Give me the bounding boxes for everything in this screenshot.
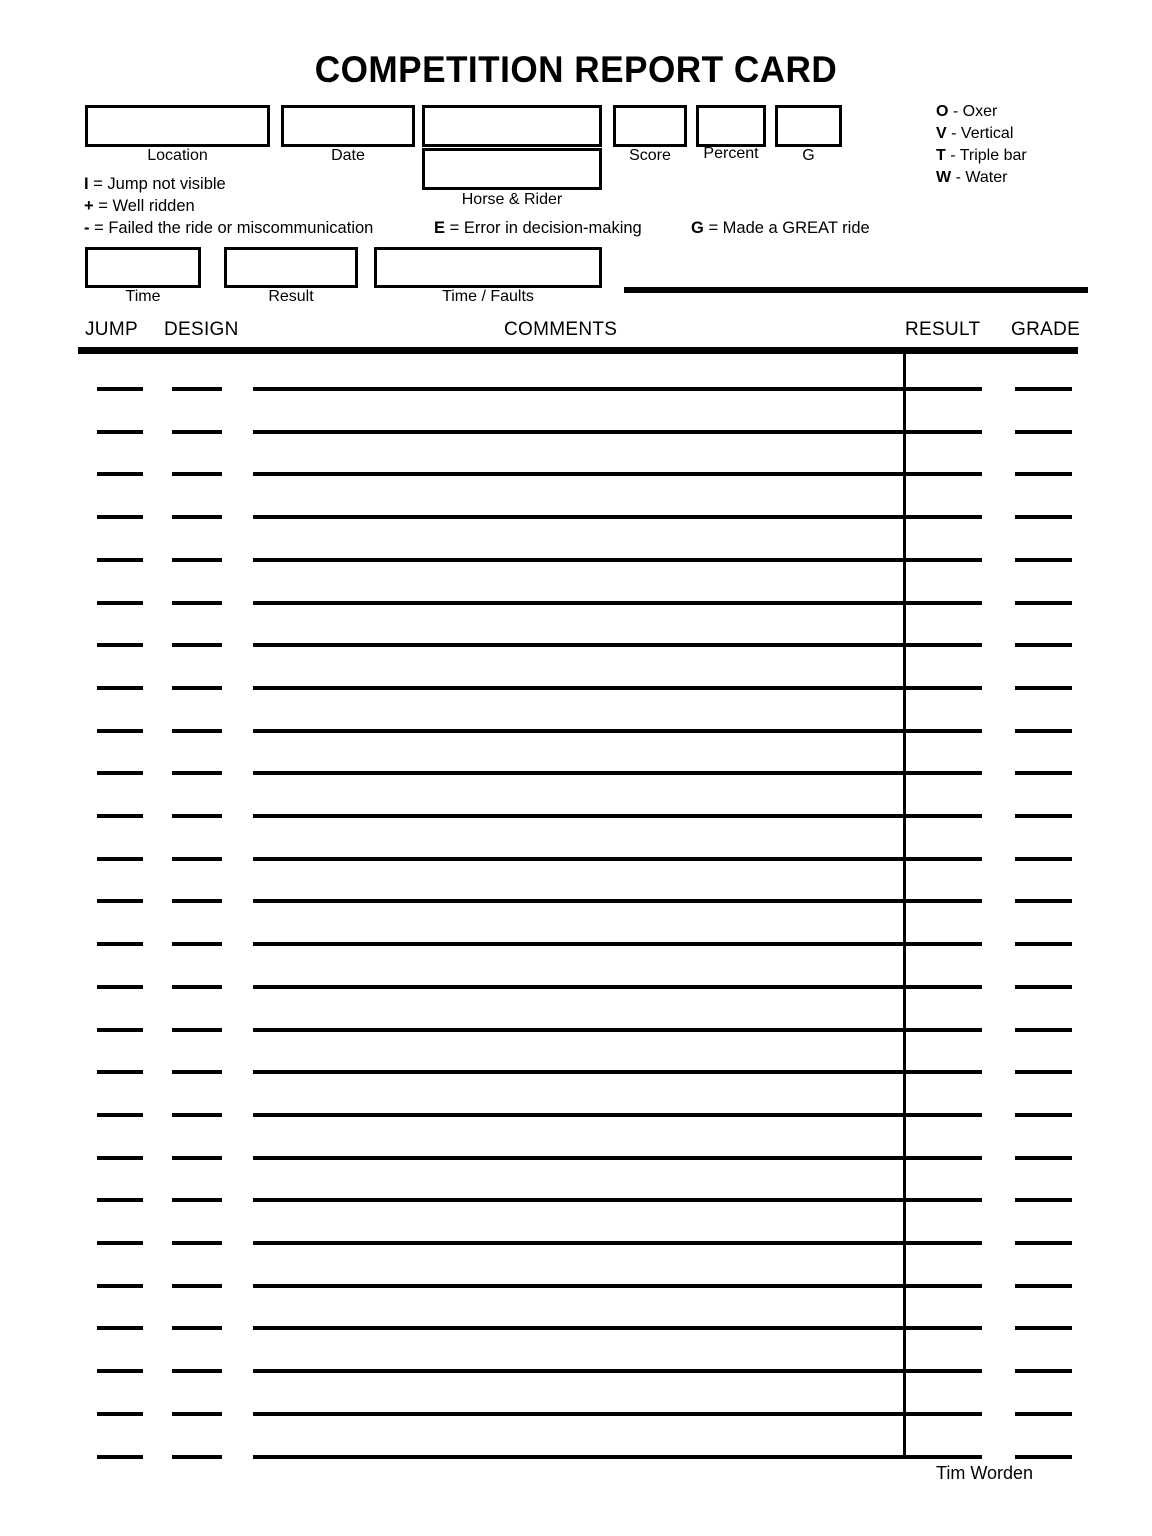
row-grade-line: [1015, 857, 1072, 861]
row-jump-line: [97, 558, 143, 562]
row-design-line: [172, 1369, 222, 1373]
row-design-line: [172, 814, 222, 818]
row-grade-line: [1015, 558, 1072, 562]
table-row[interactable]: [0, 729, 1152, 772]
row-design-line: [172, 1113, 222, 1117]
row-jump-line: [97, 899, 143, 903]
table-row[interactable]: [0, 1113, 1152, 1156]
row-grade-line: [1015, 387, 1072, 391]
row-grade-line: [1015, 1369, 1072, 1373]
table-row[interactable]: [0, 1241, 1152, 1284]
row-design-line: [172, 387, 222, 391]
horse-rider-label: Horse & Rider: [461, 191, 563, 208]
score-label: Score: [629, 147, 671, 164]
legend-symbol-plus: +: [84, 197, 94, 215]
jump-type-key-triple-bar: [936, 145, 1027, 167]
row-comments-line: [253, 1156, 982, 1160]
table-row[interactable]: [0, 1326, 1152, 1369]
result-field[interactable]: [224, 247, 358, 288]
jump-type-text-o: - Oxer: [952, 103, 998, 120]
legend-text-g: = Made a GREAT ride: [708, 219, 870, 237]
column-header-design: DESIGN: [164, 319, 239, 340]
row-grade-line: [1015, 1412, 1072, 1416]
table-row[interactable]: [0, 771, 1152, 814]
horse-rider-field-line1[interactable]: [422, 105, 602, 147]
jump-type-text-w: - Water: [955, 169, 1008, 186]
legend-symbol-minus: -: [84, 219, 90, 237]
column-header-grade: GRADE: [1011, 319, 1081, 340]
row-grade-line: [1015, 1028, 1072, 1032]
table-row[interactable]: [0, 1028, 1152, 1071]
row-grade-line: [1015, 1113, 1072, 1117]
row-jump-line: [97, 686, 143, 690]
table-row[interactable]: [0, 1369, 1152, 1412]
row-design-line: [172, 857, 222, 861]
legend-text-i: = Jump not visible: [93, 175, 226, 193]
row-jump-line: [97, 387, 143, 391]
row-jump-line: [97, 601, 143, 605]
row-comments-line: [253, 899, 982, 903]
row-grade-line: [1015, 1241, 1072, 1245]
row-design-line: [172, 558, 222, 562]
row-grade-line: [1015, 1284, 1072, 1288]
row-comments-line: [253, 1412, 982, 1416]
row-jump-line: [97, 942, 143, 946]
legend-symbol-g: G: [691, 219, 704, 237]
row-comments-line: [253, 1070, 982, 1074]
row-grade-line: [1015, 472, 1072, 476]
row-jump-line: [97, 472, 143, 476]
row-grade-line: [1015, 430, 1072, 434]
row-jump-line: [97, 771, 143, 775]
row-design-line: [172, 1198, 222, 1202]
score-field[interactable]: [613, 105, 687, 147]
row-design-line: [172, 472, 222, 476]
row-jump-line: [97, 1028, 143, 1032]
table-header-rule: [78, 347, 1078, 354]
jump-type-key-oxer: [936, 101, 997, 123]
column-header-jump: JUMP: [85, 319, 138, 340]
jump-type-key-vertical: [936, 123, 1013, 145]
row-jump-line: [97, 1326, 143, 1330]
row-jump-line: [97, 814, 143, 818]
table-row[interactable]: [0, 942, 1152, 985]
row-grade-line: [1015, 771, 1072, 775]
row-grade-line: [1015, 1455, 1072, 1459]
row-grade-line: [1015, 814, 1072, 818]
row-grade-line: [1015, 643, 1072, 647]
table-row[interactable]: [0, 899, 1152, 942]
row-comments-line: [253, 558, 982, 562]
table-row[interactable]: [0, 1156, 1152, 1199]
row-design-line: [172, 1241, 222, 1245]
table-row[interactable]: [0, 558, 1152, 601]
row-jump-line: [97, 1156, 143, 1160]
row-design-line: [172, 1326, 222, 1330]
row-jump-line: [97, 729, 143, 733]
jump-type-symbol-w: W: [936, 169, 952, 186]
time-faults-field[interactable]: [374, 247, 602, 288]
row-comments-line: [253, 814, 982, 818]
row-comments-line: [253, 985, 982, 989]
time-field[interactable]: [85, 247, 201, 288]
row-design-line: [172, 985, 222, 989]
row-jump-line: [97, 643, 143, 647]
date-label: Date: [331, 147, 365, 164]
legend-symbol-i: I: [84, 175, 89, 193]
row-grade-line: [1015, 1156, 1072, 1160]
jump-type-text-t: - Triple bar: [950, 147, 1027, 164]
row-grade-line: [1015, 515, 1072, 519]
row-design-line: [172, 515, 222, 519]
row-design-line: [172, 1455, 222, 1459]
jump-type-symbol-t: T: [936, 147, 946, 164]
result-label: Result: [268, 288, 314, 305]
table-row[interactable]: [0, 430, 1152, 473]
row-comments-line: [253, 729, 982, 733]
row-jump-line: [97, 1455, 143, 1459]
location-label: Location: [147, 147, 208, 164]
row-comments-line: [253, 1241, 982, 1245]
table-row[interactable]: [0, 1284, 1152, 1327]
header-divider-rule: [624, 287, 1088, 293]
row-design-line: [172, 1028, 222, 1032]
table-row[interactable]: [0, 1412, 1152, 1455]
row-grade-line: [1015, 899, 1072, 903]
table-row[interactable]: [0, 643, 1152, 686]
row-jump-line: [97, 1284, 143, 1288]
row-comments-line: [253, 1284, 982, 1288]
row-grade-line: [1015, 686, 1072, 690]
row-comments-line: [253, 1455, 982, 1459]
row-grade-line: [1015, 985, 1072, 989]
row-jump-line: [97, 1412, 143, 1416]
column-header-result: RESULT: [905, 319, 981, 340]
jump-type-key-water: [936, 167, 1007, 189]
percent-label: Percent: [703, 145, 759, 162]
row-comments-line: [253, 1326, 982, 1330]
percent-field[interactable]: [696, 105, 766, 147]
table-row[interactable]: [0, 686, 1152, 729]
row-jump-line: [97, 1198, 143, 1202]
legend-text-minus: = Failed the ride or miscommunication: [94, 219, 374, 237]
row-comments-line: [253, 472, 982, 476]
table-row[interactable]: [0, 472, 1152, 515]
horse-rider-field-line2[interactable]: [422, 148, 602, 190]
time-faults-label: Time / Faults: [442, 288, 534, 305]
row-grade-line: [1015, 942, 1072, 946]
row-jump-line: [97, 1369, 143, 1373]
row-design-line: [172, 942, 222, 946]
row-comments-line: [253, 1113, 982, 1117]
row-jump-line: [97, 985, 143, 989]
table-row[interactable]: [0, 985, 1152, 1028]
legend-jump-not-visible: [84, 173, 226, 195]
table-row[interactable]: [0, 387, 1152, 430]
legend-error-decision: [434, 217, 642, 239]
table-row[interactable]: [0, 857, 1152, 900]
row-comments-line: [253, 771, 982, 775]
row-grade-line: [1015, 1070, 1072, 1074]
row-jump-line: [97, 1070, 143, 1074]
row-comments-line: [253, 601, 982, 605]
row-comments-line: [253, 430, 982, 434]
row-design-line: [172, 1070, 222, 1074]
jump-type-symbol-o: O: [936, 103, 949, 120]
row-comments-line: [253, 515, 982, 519]
row-comments-line: [253, 1198, 982, 1202]
table-row[interactable]: [0, 1198, 1152, 1241]
row-design-line: [172, 430, 222, 434]
table-row[interactable]: [0, 1070, 1152, 1113]
table-row[interactable]: [0, 814, 1152, 857]
row-grade-line: [1015, 1198, 1072, 1202]
row-grade-line: [1015, 1326, 1072, 1330]
legend-text-plus: = Well ridden: [98, 197, 195, 215]
column-header-comments: COMMENTS: [504, 319, 618, 340]
row-grade-line: [1015, 729, 1072, 733]
row-comments-line: [253, 857, 982, 861]
legend-great-ride: [691, 217, 870, 239]
time-label: Time: [125, 288, 161, 305]
row-jump-line: [97, 857, 143, 861]
g-field[interactable]: [775, 105, 842, 147]
table-row[interactable]: [0, 601, 1152, 644]
row-comments-line: [253, 1369, 982, 1373]
row-jump-line: [97, 515, 143, 519]
row-design-line: [172, 1156, 222, 1160]
row-jump-line: [97, 430, 143, 434]
row-design-line: [172, 643, 222, 647]
row-design-line: [172, 1284, 222, 1288]
legend-failed-ride: [84, 217, 373, 239]
row-design-line: [172, 1412, 222, 1416]
legend-well-ridden: [84, 195, 195, 217]
row-design-line: [172, 771, 222, 775]
row-comments-line: [253, 942, 982, 946]
row-comments-line: [253, 387, 982, 391]
row-grade-line: [1015, 601, 1072, 605]
row-comments-line: [253, 1028, 982, 1032]
row-jump-line: [97, 1241, 143, 1245]
g-label: G: [802, 147, 815, 164]
row-design-line: [172, 601, 222, 605]
date-field[interactable]: [281, 105, 415, 147]
row-design-line: [172, 899, 222, 903]
legend-symbol-e: E: [434, 219, 446, 237]
page-title: COMPETITION REPORT CARD: [314, 49, 838, 90]
row-jump-line: [97, 1113, 143, 1117]
jump-type-text-v: - Vertical: [951, 125, 1014, 142]
row-design-line: [172, 686, 222, 690]
row-comments-line: [253, 643, 982, 647]
result-column-divider: [903, 352, 906, 1458]
row-design-line: [172, 729, 222, 733]
location-field[interactable]: [85, 105, 270, 147]
legend-text-e: = Error in decision-making: [449, 219, 642, 237]
author-signature: Tim Worden: [936, 1463, 1034, 1483]
row-comments-line: [253, 686, 982, 690]
table-row[interactable]: [0, 515, 1152, 558]
jump-type-symbol-v: V: [936, 125, 947, 142]
